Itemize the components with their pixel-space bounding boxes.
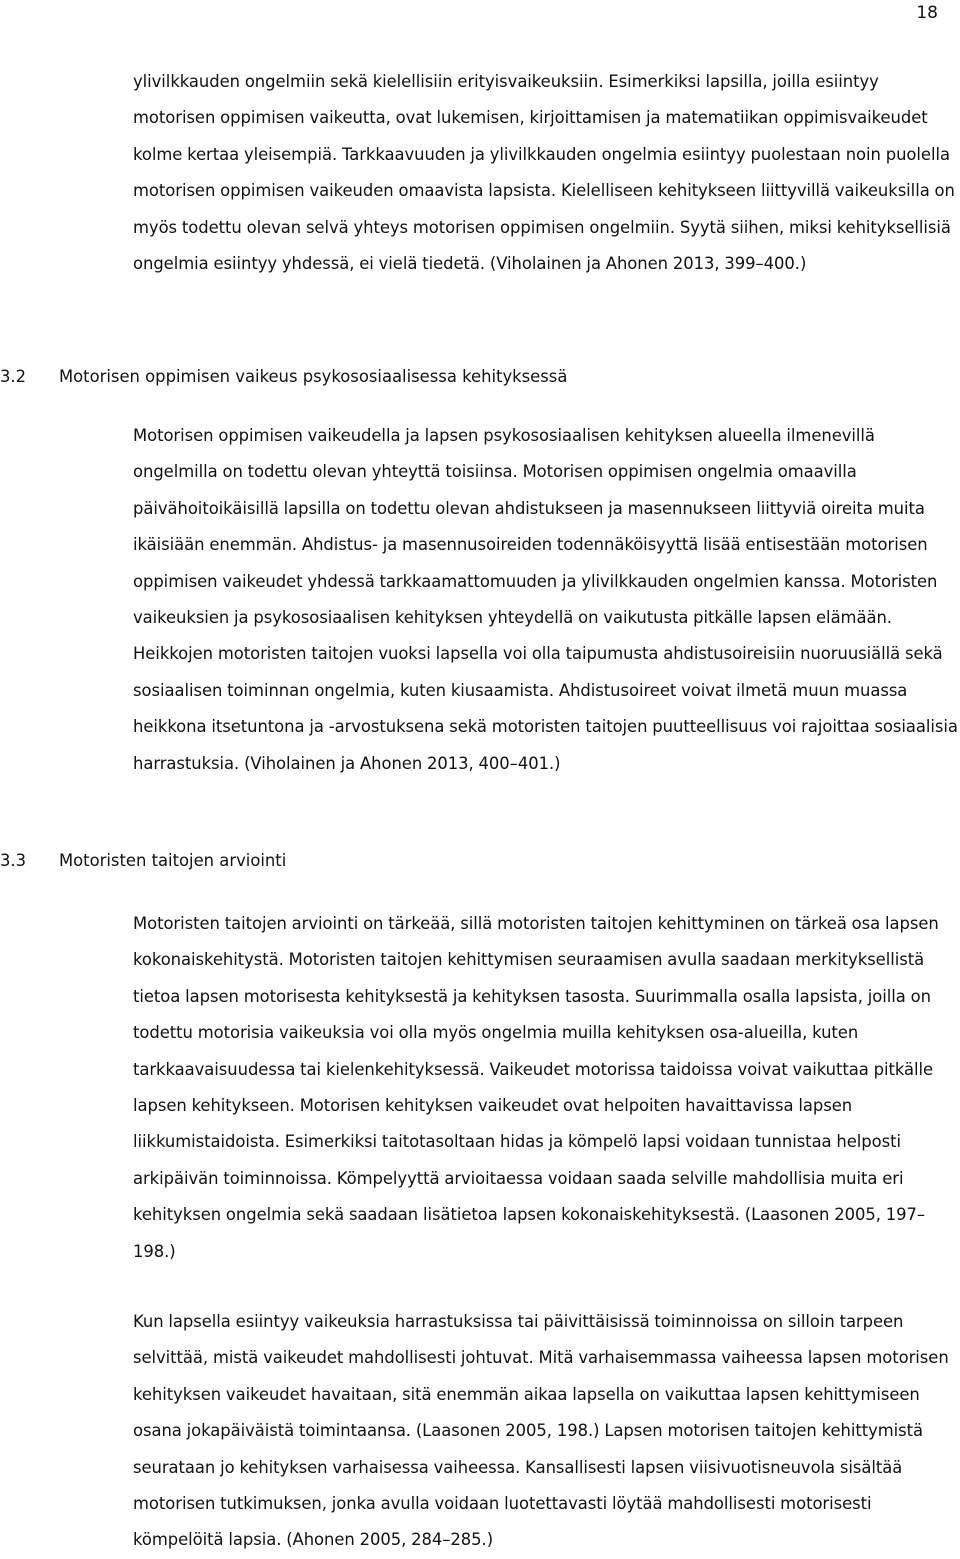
- page-number: 18: [916, 3, 938, 23]
- section-title: Motoristen taitojen arviointi: [59, 851, 287, 870]
- paragraph-psychosocial-development: Motorisen oppimisen vaikeudella ja lapsen psykososiaalisen kehityksen alueella ilmenevillä ongelmilla on todettu olevan yhteyttä toisiinsa. Motorisen oppimisen ongelmia omaavilla päivähoitoikäisillä lapsilla on todettu olevan ahdistukseen ja masennukseen liittyviä oireita muita ikäisiään enemmän. Ahdistus- ja masennusoireiden todennäköisyyttä lisää entisestään motorisen oppimisen vaikeudet yhdessä tarkkaamattomuuden ja ylivilkkauden ongelmien kanssa. Motoristen vaikeuksien ja psykososiaalisen kehityksen yhteydellä on vaikutusta pitkälle lapsen elämään. Heikkojen motoristen taitojen vuoksi lapsella voi olla taipumusta ahdistusoireisiin nuoruusiällä sekä sosiaalisen toiminnan ongelmia, kuten kiusaamista. Ahdistusoireet voivat ilmetä muun muassa heikkona itsetuntona ja -arvostuksena sekä motoristen taitojen puutteellisuus voi rajoittaa sosiaalisia harrastuksia. (Viholainen ja Ahonen 2013, 400–401.): [133, 426, 958, 773]
- section-title: Motorisen oppimisen vaikeus psykososiaalisessa kehityksessä: [59, 367, 568, 386]
- section-number: 3.2: [0, 367, 27, 386]
- paragraph-motor-learning-comorbidity: ylivilkkauden ongelmiin sekä kielellisiin erityisvaikeuksiin. Esimerkiksi lapsilla, joilla esiintyy motorisen oppimisen vaikeutta, ovat lukemisen, kirjoittamisen ja matematiikan oppimisvaikeudet kolme kertaa yleisempiä. Tarkkaavuuden ja ylivilkkauden ongelmia esiintyy puolestaan noin puolella motorisen oppimisen vaikeuden omaavista lapsista. Kielelliseen kehitykseen liittyvillä vaikeuksilla on myös todettu olevan selvä yhteys motorisen oppimisen ongelmiin. Syytä siihen, miksi kehityksellisiä ongelmia esiintyy yhdessä, ei vielä tiedetä. (Viholainen ja Ahonen 2013, 399–400.): [133, 72, 955, 274]
- section-heading-3-3: [0, 850, 286, 872]
- section-heading-3-2: [0, 366, 567, 388]
- paragraph-motor-skills-assessment: Motoristen taitojen arviointi on tärkeää, sillä motoristen taitojen kehittyminen on tärkeä osa lapsen kokonaiskehitystä. Motoristen taitojen kehittymisen seuraamisen avulla saadaan merkityksellistä tietoa lapsen motorisesta kehityksestä ja kehityksen tasosta. Suurimmalla osalla lapsista, joilla on todettu motorisia vaikeuksia voi olla myös ongelmia muilla kehityksen osa-alueilla, kuten tarkkaavaisuudessa tai kielenkehityksessä. Vaikeudet motorissa taidoissa voivat vaikuttaa pitkälle lapsen kehitykseen. Motorisen kehityksen vaikeudet ovat helpoiten havaittavissa lapsen liikkumistaidoista. Esimerkiksi taitotasoltaan hidas ja kömpelö lapsi voidaan tunnistaa helposti arkipäivän toiminnoissa. Kömpelyyttä arvioitaessa voidaan saada selville mahdollisia muita eri kehityksen ongelmia sekä saadaan lisätietoa lapsen kokonaiskehityksestä. (Laasonen 2005, 197–198.): [133, 914, 939, 1261]
- paragraph-early-detection: Kun lapsella esiintyy vaikeuksia harrastuksissa tai päivittäisissä toiminnoissa on silloin tarpeen selvittää, mistä vaikeudet mahdollisesti johtuvat. Mitä varhaisemmassa vaiheessa lapsen motorisen kehityksen vaikeudet havaitaan, sitä enemmän aikaa lapsella on vaikuttaa lapsen kehittymiseen osana jokapäiväistä toimintaansa. (Laasonen 2005, 198.) Lapsen motorisen taitojen kehittymistä seurataan jo kehityksen varhaisessa vaiheessa. Kansallisesti lapsen viisivuotisneuvola sisältää motorisen tutkimuksen, jonka avulla voidaan luotettavasti löytää mahdollisesti motorisesti kömpelöitä lapsia. (Ahonen 2005, 284–285.): [133, 1312, 949, 1550]
- section-number: 3.3: [0, 851, 27, 870]
